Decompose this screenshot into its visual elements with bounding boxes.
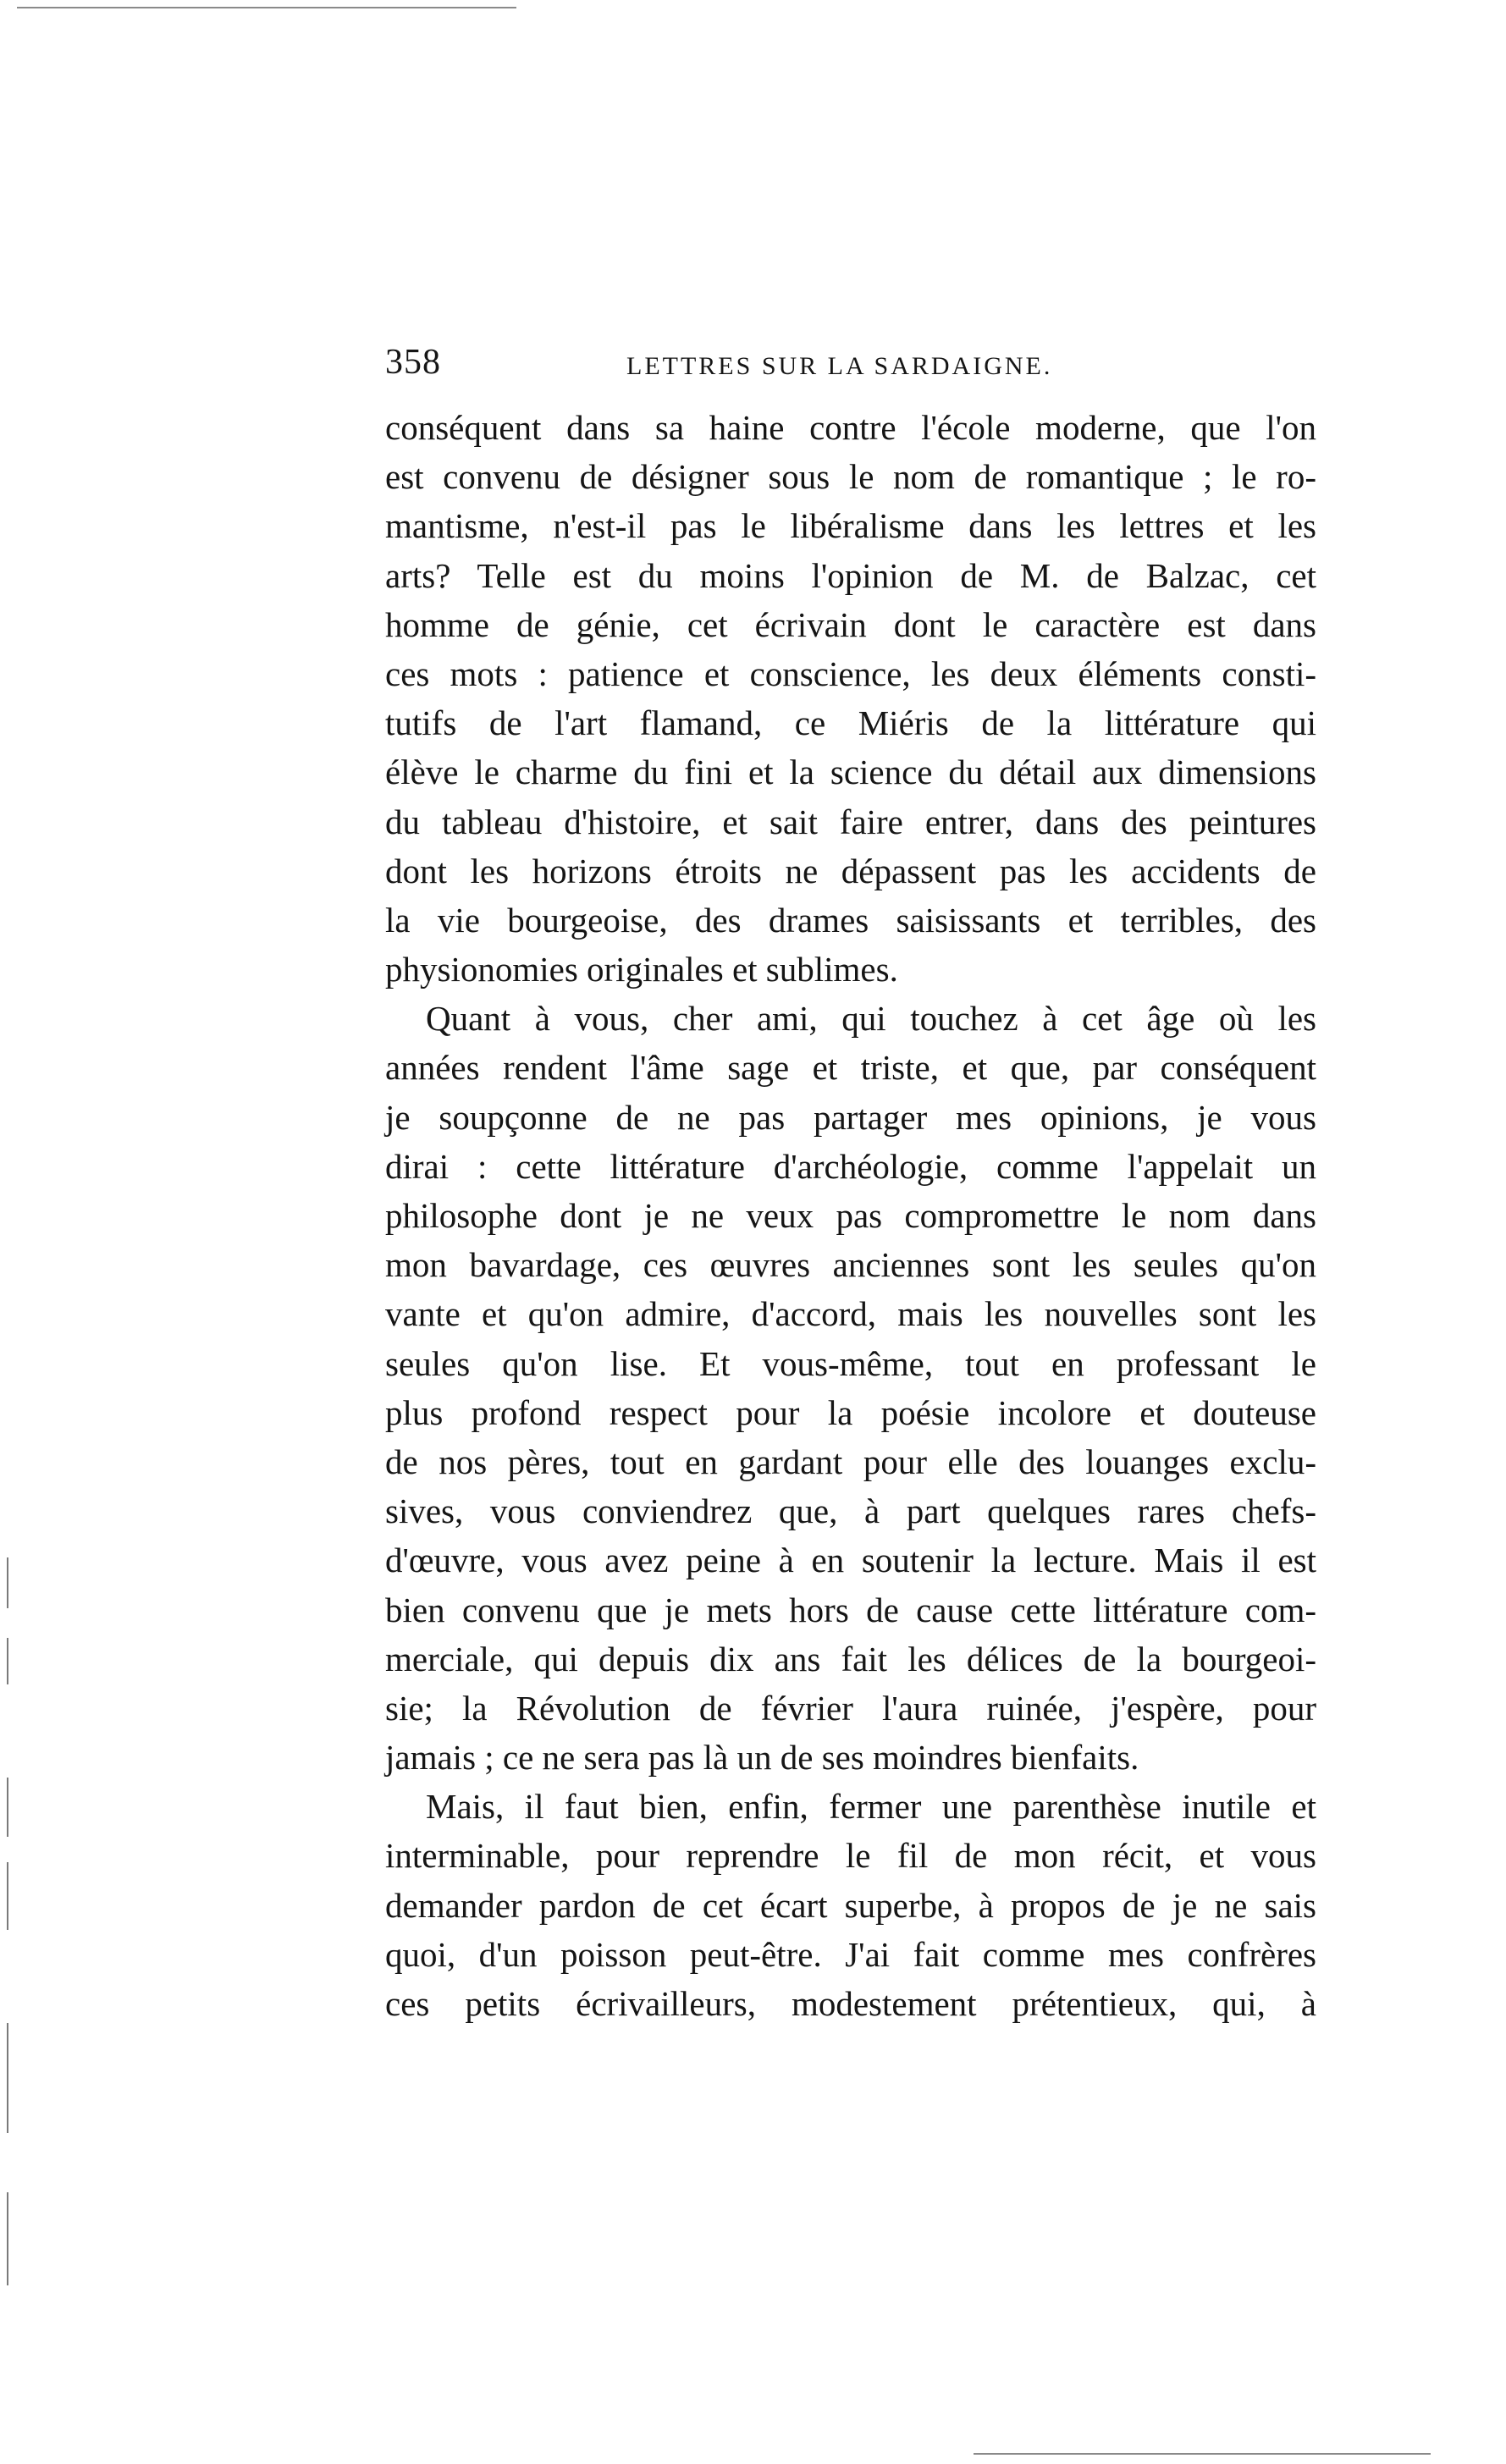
text-line: d'œuvre, vous avez peine à en soutenir la lecture. Mais il est bbox=[385, 1541, 1316, 1580]
margin-mark bbox=[7, 2023, 8, 2133]
text-line: interminable, pour reprendre le fil de mon récit, et vous bbox=[385, 1836, 1316, 1876]
text-line: mantisme, n'est-il pas le libéralisme dans les lettres et les bbox=[385, 506, 1316, 546]
text-line: est convenu de désigner sous le nom de romantique ; le ro- bbox=[385, 457, 1316, 497]
text-line: ces petits écrivailleurs, modestement prétentieux, qui, à bbox=[385, 1984, 1316, 2023]
margin-mark bbox=[7, 1778, 8, 1837]
text-line: vante et qu'on admire, d'accord, mais les nouvelles sont les bbox=[385, 1294, 1316, 1334]
scan-edge-top bbox=[17, 7, 516, 8]
text-line: mon bavardage, ces œuvres anciennes sont les seules qu'on bbox=[385, 1245, 1316, 1285]
text-line: merciale, qui depuis dix ans fait les délices de la bourgeoi- bbox=[385, 1639, 1316, 1678]
text-line: conséquent dans sa haine contre l'école moderne, que l'on bbox=[385, 408, 1316, 447]
text-line: dont les horizons étroits ne dépassent pas les accidents de bbox=[385, 851, 1316, 890]
text-line: la vie bourgeoise, des drames saisissants et terribles, des bbox=[385, 900, 1316, 940]
text-line: Quant à vous, cher ami, qui touchez à cet âge où les bbox=[426, 999, 1316, 1039]
text-line: tutifs de l'art flamand, ce Miéris de la littérature qui bbox=[385, 703, 1316, 743]
text-line: demander pardon de cet écart superbe, à propos de je ne sais bbox=[385, 1885, 1316, 1925]
text-line: ces mots : patience et conscience, les deux éléments consti- bbox=[385, 653, 1316, 693]
text-line: Mais, il faut bien, enfin, fermer une parenthèse inutile et bbox=[426, 1787, 1316, 1827]
text-line: bien convenu que je mets hors de cause cette littérature com- bbox=[385, 1590, 1316, 1629]
text-line: élève le charme du fini et la science du détail aux dimensions bbox=[385, 752, 1316, 792]
scan-edge-bottom bbox=[974, 2453, 1431, 2455]
text-line: physionomies originales et sublimes. bbox=[385, 950, 898, 989]
running-head: LETTRES SUR LA SARDAIGNE. bbox=[626, 352, 1053, 380]
margin-mark bbox=[7, 2192, 8, 2285]
text-line: seules qu'on lise. Et vous-même, tout en professant le bbox=[385, 1343, 1316, 1383]
text-line: sie; la Révolution de février l'aura ruinée, j'espère, pour bbox=[385, 1688, 1316, 1728]
text-line: plus profond respect pour la poésie incolore et douteuse bbox=[385, 1392, 1316, 1432]
body-text bbox=[385, 403, 1316, 2028]
text-line: du tableau d'histoire, et sait faire entrer, dans des peintures bbox=[385, 802, 1316, 841]
page-header bbox=[385, 342, 1316, 396]
text-line: philosophe dont je ne veux pas compromettre le nom dans bbox=[385, 1196, 1316, 1235]
text-line: je soupçonne de ne pas partager mes opinions, je vous bbox=[385, 1097, 1316, 1137]
text-line: dirai : cette littérature d'archéologie, comme l'appelait un bbox=[385, 1146, 1316, 1186]
margin-mark bbox=[7, 1638, 8, 1684]
text-line: arts? Telle est du moins l'opinion de M. de Balzac, cet bbox=[385, 555, 1316, 595]
text-line: sives, vous conviendrez que, à part quelques rares chefs- bbox=[385, 1491, 1316, 1531]
text-line: jamais ; ce ne sera pas là un de ses moindres bienfaits. bbox=[385, 1738, 1139, 1778]
margin-mark bbox=[7, 1557, 8, 1608]
page-number: 358 bbox=[385, 343, 441, 382]
text-line: homme de génie, cet écrivain dont le caractère est dans bbox=[385, 604, 1316, 644]
text-line: quoi, d'un poisson peut-être. J'ai fait comme mes confrères bbox=[385, 1934, 1316, 1974]
margin-mark bbox=[7, 1862, 8, 1930]
text-line: années rendent l'âme sage et triste, et que, par conséquent bbox=[385, 1048, 1316, 1088]
text-line: de nos pères, tout en gardant pour elle des louanges exclu- bbox=[385, 1441, 1316, 1481]
